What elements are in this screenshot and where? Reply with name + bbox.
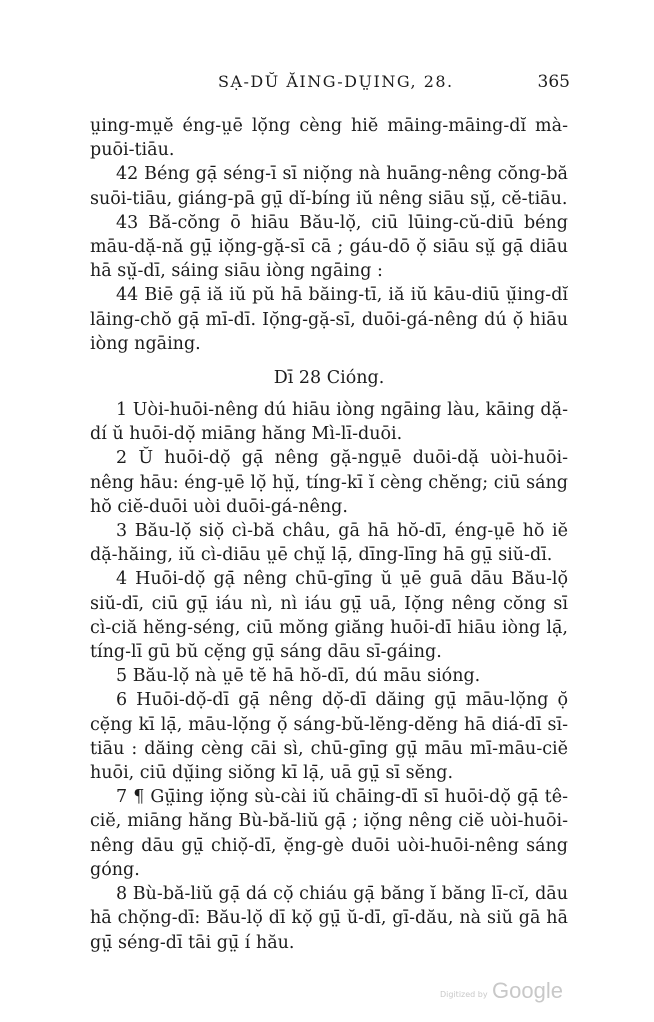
- verse-2: 2 Ŭ huōi-dọ̆ gạ̄ nêng gặ-ngṳē duōi-dặ uòi-huōi-nêng hāu: éng-ṳē lọ̆ hṳ̆, tíng-kī ĭ cèng chĕng; ciū sáng hŏ ciĕ-duōi uòi duōi-gá-nêng.: [90, 448, 568, 517]
- verse-7: 7 ¶ Gṳ̄ing iọ̆ng sù-cài iŭ chāing-dī sī huōi-dọ̆ gạ̄ tê-ciĕ, miāng hăng Bù-bă-liŭ gạ̄ ; iọ̆ng nêng ciĕ uòi-huōi-nêng dāu gṳ̄ chiọ̆-dī, ẹ̆ng-gè duōi uòi-huōi-nêng sáng góng.: [90, 787, 568, 880]
- page-header: [90, 72, 570, 96]
- verse-42: 42 Béng gạ̄ séng-ī sī niọ̆ng nà huāng-nêng cŏng-bă suōi-tiāu, giáng-pā gṳ̄ dĭ-bíng iŭ nêng siāu sṳ̆, cĕ-tiāu.: [90, 164, 568, 209]
- running-title: SẠ-DŬ ĂING-DṲING, 28.: [218, 72, 454, 91]
- verse-4: 4 Huōi-dọ̆ gạ̄ nêng chū-gīng ŭ ṳē guā dāu Bău-lọ̆ siŭ-dī, ciū gṳ̄ iáu nì, nì iáu gṳ̄ uā, Iọ̆ng nêng cŏng sī cì-ciă hĕng-séng, ciū mŏng giăng huōi-dī hiāu iòng lạ̄, tíng-lī gū bŭ cẹ̆ng gṳ̄ sáng dāu sī-gáing.: [90, 569, 568, 663]
- verse-5: 5 Bău-lọ̆ nà ṳē tĕ hā hŏ-dī, dú māu sióng.: [116, 666, 481, 687]
- google-logo: Google: [492, 978, 563, 1003]
- verse-8: 8 Bù-bă-liŭ gạ̄ dá cọ̆ chiáu gạ̄ băng ĭ băng lī-cĭ, dāu hā chọ̆ng-dī: Bău-lọ̆ dī kọ̆ gṳ̄ ŭ-dī, gī-dău, nà siŭ gā hā gṳ̄ séng-dī tāi gṳ̄ í hău.: [90, 884, 568, 953]
- digitized-by-label: Digitized by: [440, 990, 488, 999]
- page-number: 365: [537, 72, 570, 92]
- digitization-watermark: [440, 978, 580, 1008]
- chapter-heading: Dī 28 Cióng.: [273, 368, 385, 389]
- verse-6: 6 Huōi-dọ̆-dī gạ̄ nêng dọ̆-dī dăing gṳ̄ māu-lọ̆ng ọ̆ cẹ̆ng kī lạ̄, māu-lọ̆ng ọ̆ sáng-bŭ-lĕng-dĕng hā diá-dī sī-tiāu : dăing cèng cāi sì, chū-gīng gṳ̄ māu mī-māu-ciĕ huōi, ciū dṳ̆ing siŏng kī lạ̄, uā gṳ̄ sī sĕng.: [90, 690, 568, 784]
- verse-44: 44 Biē gạ̄ iă iŭ pŭ hā băing-tī, iă iŭ kāu-diū ṳ̆ing-dĭ lāing-chŏ gạ̄ mī-dī. Iọ̆ng-gặ-sī, duōi-gá-nêng dú ọ̆ hiāu iòng ngāing.: [90, 285, 568, 354]
- body-text: [90, 114, 568, 955]
- paragraph: ṳing-mṳĕ éng-ṳē lọ̆ng cèng hiĕ māing-māing-dĭ mà-puōi-tiāu.: [90, 116, 568, 161]
- verse-1: 1 Uòi-huōi-nêng dú hiāu iòng ngāing làu, kāing dặ-dí ŭ huōi-dọ̆ miāng hăng Mì-lī-duōi.: [90, 400, 568, 445]
- verse-3: 3 Bău-lọ̆ siọ̆ cì-bă châu, gā hā hŏ-dī, éng-ṳē hŏ iĕ dặ-hăing, iŭ cì-diāu ṳē chṳ̆ lạ̄, dīng-līng hā gṳ̄ siŭ-dī.: [90, 521, 568, 566]
- verse-43: 43 Bă-cŏng ō hiāu Bău-lọ̆, ciū lūing-cŭ-diū béng māu-dặ-nă gṳ̄ iọ̆ng-gặ-sī cā ; gáu-dō ọ̆ siāu sṳ̆ gạ̄ diāu hā sṳ̆-dī, sáing siāu iòng ngāing :: [90, 212, 568, 282]
